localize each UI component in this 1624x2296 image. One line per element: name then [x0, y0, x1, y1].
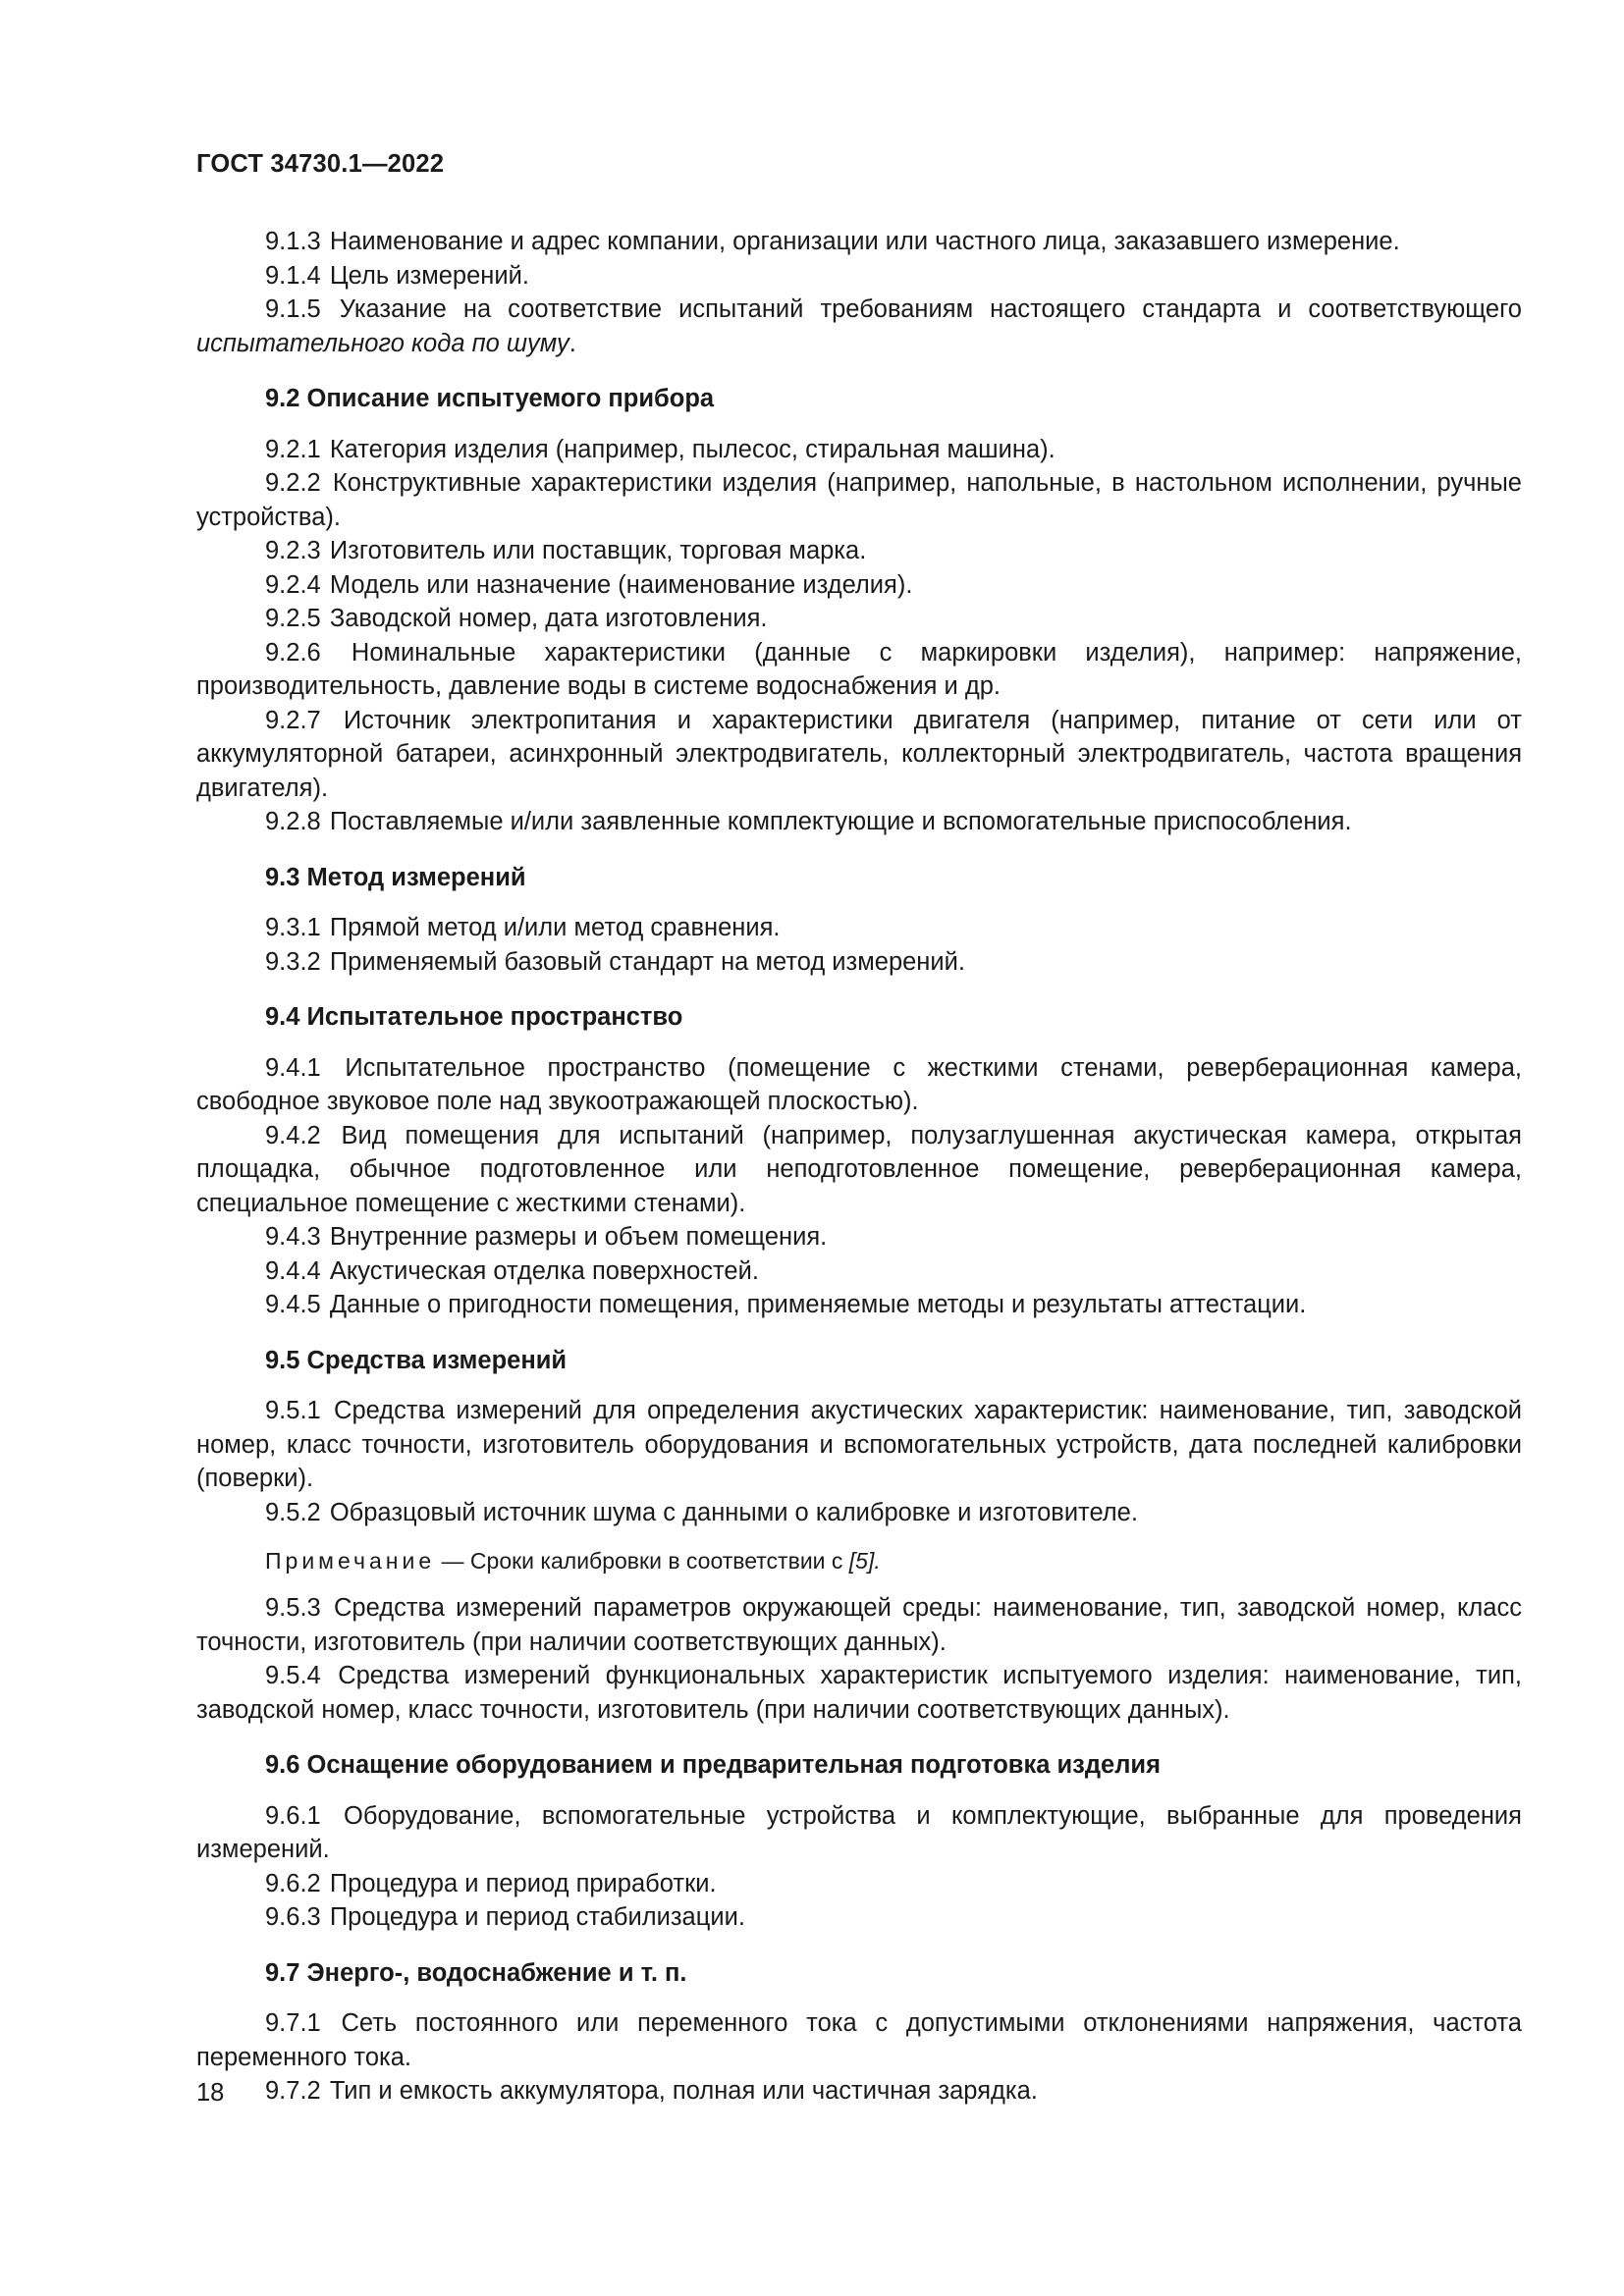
clause-9-2-2: 9.2.2 Конструктивные характеристики изделия (например, напольные, в настольном исполнении, ручные устройства). [196, 469, 1522, 531]
clause-9-2-8: 9.2.8 Поставляемые и/или заявленные комплектующие и вспомогательные приспособления. [265, 808, 1352, 835]
clause-9-5-4: 9.5.4 Средства измерений функциональных характеристик испытуемого изделия: наименование, тип, заводской номер, класс точности, изготовитель (при наличии соответствующих данных). [196, 1662, 1522, 1724]
clause-9-4-4: 9.4.4 Акустическая отделка поверхностей. [265, 1256, 759, 1285]
clause-9-2-6: 9.2.6 Номинальные характеристики (данные с маркировки изделия), например: напряжение, производительность, давление воды в системе водоснабжения и др. [196, 638, 1522, 700]
clause-9-6-3: 9.6.3 Процедура и период стабилизации. [265, 1903, 745, 1931]
section-heading-9-6: 9.6 Оснащение оборудованием и предварительная подготовка изделия [265, 1751, 1161, 1779]
clause-9-4-5: 9.4.5 Данные о пригодности помещения, применяемые методы и результаты аттестации. [265, 1291, 1307, 1318]
clause-9-5-1: 9.5.1 Средства измерений для определения акустических характеристик: наименование, тип, заводской номер, класс точности, изготовитель оборудования и вспомогательных устройств, дата последней калибровки (поверки). [196, 1397, 1522, 1492]
document-code-header: ГОСТ 34730.1—2022 [196, 150, 445, 178]
reference-link: [5]. [848, 1548, 881, 1574]
section-heading-9-7: 9.7 Энерго-, водоснабжение и т. п. [265, 1958, 687, 1987]
clause-9-7-2: 9.7.2 Тип и емкость аккумулятора, полная или частичная зарядка. [265, 2077, 1038, 2105]
clause-9-6-1: 9.6.1 Оборудование, вспомогательные устройства и комплектующие, выбранные для проведения измерений. [196, 1801, 1522, 1863]
clause-9-2-5: 9.2.5 Заводской номер, дата изготовления. [265, 605, 768, 632]
clause-9-6-2: 9.6.2 Процедура и период приработки. [265, 1869, 717, 1897]
clause-9-4-2: 9.4.2 Вид помещения для испытаний (например, полузаглушенная акустическая камера, открытая площадка, обычное подготовленное или неподготовленное помещение, реверберационная камера, специальное помещение с жесткими стенами). [196, 1121, 1522, 1217]
clause-9-3-1: 9.3.1 Прямой метод и/или метод сравнения. [265, 914, 781, 941]
clause-9-1-4: 9.1.4 Цель измерений. [265, 261, 529, 290]
section-heading-9-4: 9.4 Испытательное пространство [265, 1003, 683, 1031]
document-body [196, 225, 1522, 2109]
section-heading-9-3: 9.3 Метод измерений [265, 863, 526, 891]
section-heading-9-2: 9.2 Описание испытуемого прибора [265, 385, 715, 412]
calibration-note: Примечание — Сроки калибровки в соответствии с [5]. [265, 1548, 881, 1574]
clause-9-2-1: 9.2.1 Категория изделия (например, пылесос, стиральная машина). [265, 435, 1056, 463]
clause-9-3-2: 9.3.2 Применяемый базовый стандарт на метод измерений. [265, 947, 965, 976]
clause-9-7-1: 9.7.1 Сеть постоянного или переменного тока с допустимыми отклонениями напряжения, частота переменного тока. [196, 2009, 1522, 2071]
clause-9-1-3: 9.1.3 Наименование и адрес компании, организации или частного лица, заказавшего измерение. [265, 228, 1400, 255]
clause-9-4-3: 9.4.3 Внутренние размеры и объем помещения. [265, 1223, 828, 1251]
clause-9-2-3: 9.2.3 Изготовитель или поставщик, торговая марка. [265, 537, 867, 564]
clause-9-5-3: 9.5.3 Средства измерений параметров окружающей среды: наименование, тип, заводской номер, класс точности, изготовитель (при наличии соответствующих данных). [196, 1594, 1522, 1656]
clause-9-5-2: 9.5.2 Образцовый источник шума с данными о калибровке и изготовителе. [265, 1498, 1138, 1526]
clause-9-1-5: 9.1.5 Указание на соответствие испытаний требованиям настоящего стандарта и соответствующего испытательного кода по шуму. [196, 295, 1522, 357]
note-label: Примечание [265, 1548, 436, 1574]
page-number: 18 [196, 2079, 225, 2107]
clause-9-2-4: 9.2.4 Модель или назначение (наименование изделия). [265, 570, 913, 599]
clause-9-4-1: 9.4.1 Испытательное пространство (помещение с жесткими стенами, реверберационная камера, свободное звуковое поле над звукоотражающей плоскостью). [196, 1053, 1522, 1115]
section-heading-9-5: 9.5 Средства измерений [265, 1346, 568, 1374]
clause-9-2-7: 9.2.7 Источник электропитания и характеристики двигателя (например, питание от сети или от аккумуляторной батареи, асинхронный электродвигатель, коллекторный электродвигатель, частота вращения двигателя). [196, 706, 1522, 802]
